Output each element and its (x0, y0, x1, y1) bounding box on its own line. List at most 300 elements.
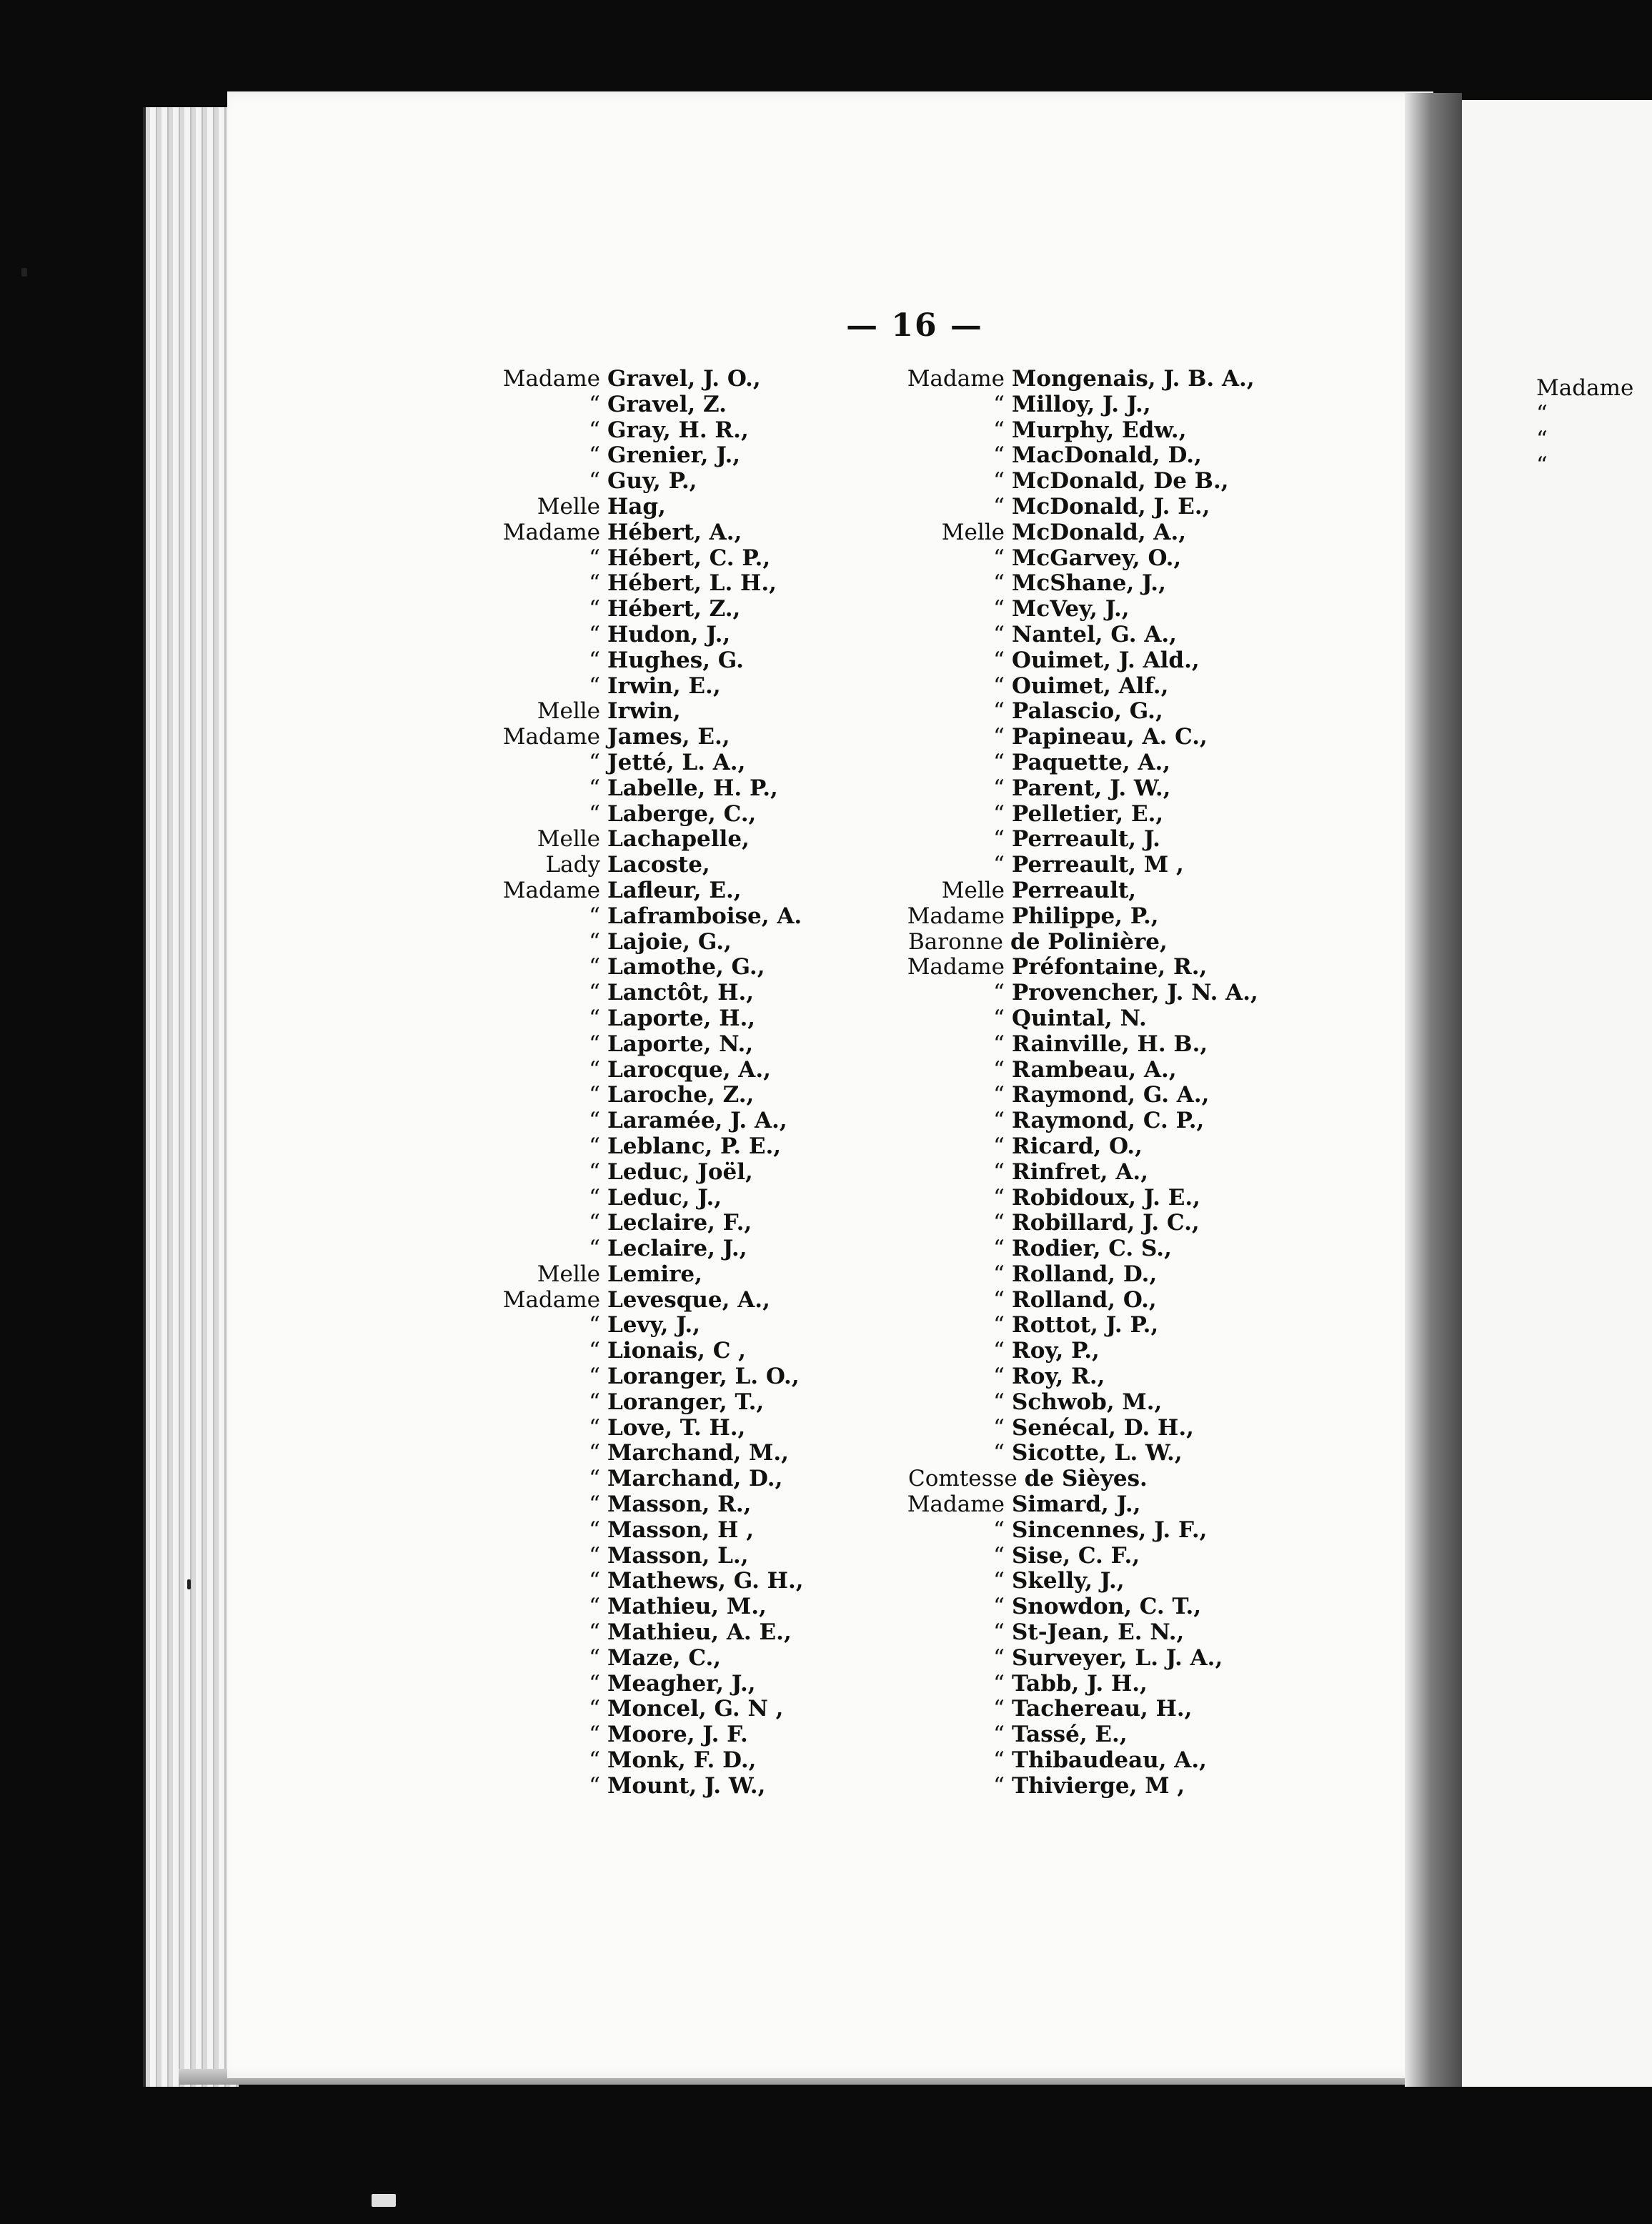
name-entry (833, 904, 1348, 930)
name-entry (833, 725, 1348, 750)
entry-title: “ (993, 1005, 1005, 1031)
name-entry (429, 648, 857, 674)
name-entry (833, 418, 1348, 444)
name-entry (429, 981, 857, 1006)
entry-title: “ (589, 1338, 600, 1364)
entry-title: “ (589, 1210, 600, 1236)
entry-name: Roy, R., (1012, 1364, 1105, 1390)
name-entry (833, 1416, 1348, 1441)
name-entry (833, 1697, 1348, 1722)
entry-name: Thibaudeau, A., (1012, 1747, 1207, 1774)
name-entry (429, 1236, 857, 1262)
entry-title: Melle (537, 1261, 600, 1287)
name-entry (429, 1364, 857, 1390)
entry-title: “ (993, 621, 1005, 647)
name-entry (833, 674, 1348, 700)
entry-title: “ (589, 1644, 600, 1671)
name-entry (429, 1646, 857, 1672)
entry-name: Laframboise, A. (607, 903, 802, 929)
entry-name: Lamothe, G., (607, 954, 765, 981)
entry-name: Leduc, J., (607, 1184, 722, 1211)
entry-title: Madame (907, 366, 1005, 392)
name-entry (429, 750, 857, 776)
entry-name: Mathews, G. H., (607, 1568, 804, 1594)
entry-title: “ (993, 1594, 1005, 1620)
entry-title: “ (993, 1364, 1005, 1390)
entry-title: Madame (907, 954, 1005, 981)
entry-title: “ (589, 1747, 600, 1774)
name-entry (833, 802, 1348, 828)
name-entry (429, 546, 857, 572)
entry-title: “ (993, 1722, 1005, 1748)
entry-name: Mount, J. W., (607, 1772, 766, 1799)
name-entry (429, 1774, 857, 1799)
entry-name: Gray, H. R., (607, 417, 749, 443)
entry-name: Thivierge, M , (1012, 1772, 1185, 1799)
entry-name: Jetté, L. A., (607, 749, 746, 775)
entry-name: Irwin, (607, 698, 681, 725)
entry-title: “ (993, 1031, 1005, 1057)
entry-title: “ (589, 954, 600, 981)
entry-name: Rolland, D., (1012, 1261, 1158, 1287)
name-entry (429, 597, 857, 622)
name-entry (429, 1032, 857, 1058)
entry-name: Roy, P., (1012, 1338, 1100, 1364)
entry-name: Marchand, D., (607, 1466, 783, 1492)
facing-page-text: Madame (1536, 375, 1634, 401)
entry-name: Lemire, (607, 1261, 702, 1287)
name-entry (833, 495, 1348, 520)
scan-speck (187, 1579, 191, 1589)
entry-title: “ (589, 800, 600, 827)
name-entry (429, 367, 857, 392)
entry-title: “ (993, 1286, 1005, 1313)
name-entry (833, 546, 1348, 572)
name-entry (429, 1466, 857, 1492)
entry-name: Mongenais, J. B. A., (1012, 366, 1255, 392)
name-entry (833, 955, 1348, 981)
entry-name: Murphy, Edw., (1012, 417, 1187, 443)
entry-title: “ (589, 775, 600, 801)
name-entry (833, 930, 1348, 955)
name-entry (833, 1032, 1348, 1058)
name-entry (429, 1672, 857, 1697)
entry-title: “ (589, 1364, 600, 1390)
entry-title: “ (589, 1389, 600, 1415)
name-entry (429, 1569, 857, 1594)
entry-name: Lafleur, E., (607, 877, 742, 903)
entry-title: “ (993, 493, 1005, 520)
entry-name: Lacoste, (607, 852, 710, 878)
entry-name: Ricard, O., (1012, 1133, 1143, 1159)
entry-name: Lajoie, G., (607, 928, 732, 955)
name-entry (833, 776, 1348, 802)
entry-title: “ (993, 468, 1005, 495)
entry-title: “ (993, 1670, 1005, 1697)
name-entry (429, 725, 857, 750)
entry-name: Monk, F. D., (607, 1747, 757, 1774)
entry-name: Leblanc, P. E., (607, 1133, 782, 1159)
name-entry (833, 1748, 1348, 1774)
entry-title: “ (993, 1210, 1005, 1236)
entry-title: “ (993, 775, 1005, 801)
name-entry (429, 1416, 857, 1441)
entry-title: “ (993, 545, 1005, 571)
entry-name: Irwin, E., (607, 672, 721, 699)
name-entry (833, 392, 1348, 418)
entry-title: “ (993, 800, 1005, 827)
entry-name: McDonald, J. E., (1012, 493, 1210, 520)
name-entry (833, 699, 1348, 725)
entry-title: “ (589, 1082, 600, 1108)
entry-name: Raymond, C. P., (1012, 1108, 1205, 1134)
entry-name: Pelletier, E., (1012, 800, 1164, 827)
entry-name: Rinfret, A., (1012, 1158, 1149, 1185)
name-entry (833, 469, 1348, 495)
entry-title: “ (589, 1031, 600, 1057)
name-entry (429, 955, 857, 981)
name-entry (429, 495, 857, 520)
entry-title: Melle (941, 877, 1005, 903)
entry-title: “ (993, 1542, 1005, 1569)
name-entry (429, 878, 857, 904)
name-entry (429, 853, 857, 878)
name-entry (429, 802, 857, 828)
name-entry (833, 1186, 1348, 1211)
entry-name: Masson, H , (607, 1516, 754, 1543)
entry-name: Hughes, G. (607, 647, 744, 673)
entry-title: “ (589, 1440, 600, 1466)
entry-name: Masson, L., (607, 1542, 749, 1569)
entry-name: Masson, R., (607, 1491, 752, 1518)
entry-name: Gravel, J. O., (607, 366, 761, 392)
entry-title: “ (993, 442, 1005, 469)
entry-name: Lanctôt, H., (607, 980, 755, 1006)
name-entry (429, 699, 857, 725)
name-entry (833, 1466, 1348, 1492)
entry-title: “ (993, 698, 1005, 725)
entry-name: Moore, J. F. (607, 1722, 748, 1748)
entry-title: “ (993, 570, 1005, 597)
entry-title: “ (589, 1414, 600, 1441)
entry-name: Hébert, C. P., (607, 545, 771, 571)
entry-title: Melle (941, 519, 1005, 545)
name-entry (833, 1544, 1348, 1569)
entry-name: Tassé, E., (1012, 1722, 1128, 1748)
name-entry (833, 1390, 1348, 1416)
entry-title: “ (589, 1594, 600, 1620)
name-entry (833, 1774, 1348, 1799)
entry-name: Gravel, Z. (607, 391, 727, 417)
name-entry (429, 1492, 857, 1518)
entry-title: “ (993, 1312, 1005, 1339)
name-entry (833, 1339, 1348, 1364)
name-entry (833, 597, 1348, 622)
entry-title: “ (589, 647, 600, 673)
entry-title: “ (589, 1158, 600, 1185)
name-entry (429, 571, 857, 597)
entry-name: Simard, J., (1012, 1491, 1141, 1518)
entry-title: “ (589, 903, 600, 929)
entry-name: Guy, P., (607, 468, 697, 495)
entry-name: Milloy, J. J., (1012, 391, 1151, 417)
entry-name: Lachapelle, (607, 826, 750, 853)
entry-title: Melle (537, 826, 600, 853)
facing-page-text: “ (1536, 452, 1548, 478)
entry-name: Hag, (607, 493, 666, 520)
entry-title: Madame (502, 1286, 600, 1313)
entry-title: “ (589, 442, 600, 469)
name-entry (429, 1518, 857, 1544)
entry-name: McShane, J., (1012, 570, 1166, 597)
name-entry (429, 776, 857, 802)
entry-name: Loranger, T., (607, 1389, 765, 1415)
entry-title: “ (589, 1184, 600, 1211)
entry-name: Surveyer, L. J. A., (1012, 1644, 1223, 1671)
scan-speck (372, 2194, 396, 2207)
entry-title: Melle (537, 698, 600, 725)
entry-name: Leclaire, J., (607, 1236, 747, 1262)
entry-name: Snowdon, C. T., (1012, 1594, 1202, 1620)
name-entry (833, 853, 1348, 878)
name-entry (429, 1083, 857, 1108)
entry-title: “ (993, 826, 1005, 853)
entry-name: Rainville, H. B., (1012, 1031, 1208, 1057)
scan-speck (21, 268, 27, 277)
entry-title: “ (589, 1491, 600, 1518)
entry-name: Love, T. H., (607, 1414, 746, 1441)
entry-title: “ (589, 1516, 600, 1543)
entry-title: “ (589, 468, 600, 495)
entry-name: Laramée, J. A., (607, 1108, 787, 1134)
name-entry (833, 1313, 1348, 1339)
entry-title: “ (993, 596, 1005, 622)
entry-name: Ouimet, J. Ald., (1012, 647, 1200, 673)
entry-title: “ (589, 1133, 600, 1159)
name-entry (833, 981, 1348, 1006)
name-entry (833, 1646, 1348, 1672)
name-entry (429, 1594, 857, 1620)
entry-title: Lady (545, 852, 600, 878)
entry-name: Schwob, M., (1012, 1389, 1163, 1415)
entry-name: Ouimet, Alf., (1012, 672, 1169, 699)
entry-name: Tachereau, H., (1012, 1696, 1193, 1722)
name-entry (429, 469, 857, 495)
entry-title: “ (993, 980, 1005, 1006)
name-entry (833, 1236, 1348, 1262)
name-entry (833, 1672, 1348, 1697)
entry-title: Baronne (908, 928, 1004, 955)
entry-name: Robillard, J. C., (1012, 1210, 1200, 1236)
name-entry (833, 1364, 1348, 1390)
name-entry (429, 1186, 857, 1211)
entry-name: Levy, J., (607, 1312, 701, 1339)
entry-title: “ (589, 1312, 600, 1339)
entry-title: “ (589, 570, 600, 597)
entry-name: Robidoux, J. E., (1012, 1184, 1200, 1211)
name-entry (429, 930, 857, 955)
entry-name: Provencher, J. N. A., (1012, 980, 1258, 1006)
entry-name: Levesque, A., (607, 1286, 770, 1313)
name-entry (833, 878, 1348, 904)
name-entry (833, 1108, 1348, 1134)
entry-title: “ (993, 1338, 1005, 1364)
entry-title: “ (589, 596, 600, 622)
facing-page-text: “ (1536, 401, 1548, 427)
entry-name: Rottot, J. P., (1012, 1312, 1159, 1339)
entry-title: “ (993, 417, 1005, 443)
right-name-column (833, 367, 1348, 1799)
facing-page-text: “ (1536, 427, 1548, 452)
name-entry (429, 1211, 857, 1236)
entry-name: Laroche, Z., (607, 1082, 755, 1108)
name-entry (833, 750, 1348, 776)
name-entry (429, 1722, 857, 1748)
entry-title: “ (589, 1568, 600, 1594)
name-entry (833, 1620, 1348, 1646)
entry-title: “ (993, 1414, 1005, 1441)
entry-name: Raymond, G. A., (1012, 1082, 1210, 1108)
entry-name: Nantel, G. A., (1012, 621, 1177, 647)
entry-title: Madame (907, 1491, 1005, 1518)
name-entry (833, 1134, 1348, 1160)
entry-title: “ (993, 1747, 1005, 1774)
entry-title: “ (993, 852, 1005, 878)
entry-name: Marchand, M., (607, 1440, 789, 1466)
entry-name: James, E., (607, 724, 730, 750)
name-entry (833, 622, 1348, 648)
entry-title: “ (589, 980, 600, 1006)
entry-title: Madame (907, 903, 1005, 929)
name-entry (833, 443, 1348, 469)
entry-name: Leduc, Joël, (607, 1158, 753, 1185)
entry-title: Comtesse (908, 1466, 1017, 1492)
entry-title: “ (993, 1440, 1005, 1466)
entry-title: Madame (502, 724, 600, 750)
entry-title: “ (993, 1158, 1005, 1185)
entry-title: “ (589, 1619, 600, 1646)
name-entry (429, 1390, 857, 1416)
name-entry (429, 1288, 857, 1314)
entry-name: Meagher, J., (607, 1670, 756, 1697)
entry-name: MacDonald, D., (1012, 442, 1202, 469)
name-entry (429, 674, 857, 700)
name-entry (833, 367, 1348, 392)
entry-title: “ (993, 1516, 1005, 1543)
name-entry (833, 1492, 1348, 1518)
entry-name: Palascio, G., (1012, 698, 1163, 725)
entry-name: Paquette, A., (1012, 749, 1171, 775)
entry-title: “ (589, 621, 600, 647)
entry-name: Larocque, A., (607, 1056, 771, 1083)
entry-title: “ (993, 1133, 1005, 1159)
name-entry (429, 622, 857, 648)
page-edge-stack (143, 107, 239, 2087)
name-entry (833, 1518, 1348, 1544)
name-entry (833, 1083, 1348, 1108)
entry-title: “ (993, 1082, 1005, 1108)
entry-title: “ (589, 1670, 600, 1697)
entry-name: Rambeau, A., (1012, 1056, 1177, 1083)
entry-name: Moncel, G. N , (607, 1696, 784, 1722)
name-entry (429, 904, 857, 930)
entry-title: “ (589, 672, 600, 699)
entry-name: Quintal, N. (1012, 1005, 1147, 1031)
entry-name: Perreault, J. (1012, 826, 1160, 853)
name-entry (833, 1594, 1348, 1620)
name-entry (429, 1134, 857, 1160)
name-entry (429, 1748, 857, 1774)
entry-title: Madame (502, 366, 600, 392)
entry-name: McDonald, De B., (1012, 468, 1229, 495)
entry-title: “ (993, 1056, 1005, 1083)
entry-name: McVey, J., (1012, 596, 1130, 622)
entry-name: Maze, C., (607, 1644, 722, 1671)
entry-title: Madame (502, 877, 600, 903)
name-entry (429, 1160, 857, 1186)
entry-name: Laberge, C., (607, 800, 757, 827)
entry-title: “ (589, 1005, 600, 1031)
name-entry (429, 1006, 857, 1032)
left-name-column (429, 367, 857, 1799)
entry-name: Skelly, J., (1012, 1568, 1125, 1594)
entry-title: “ (993, 672, 1005, 699)
entry-name: Mathieu, A. E., (607, 1619, 792, 1646)
entry-title: “ (993, 1261, 1005, 1287)
name-entry (429, 1544, 857, 1569)
entry-title: “ (589, 391, 600, 417)
entry-name: Mathieu, M., (607, 1594, 767, 1620)
entry-name: Hébert, A., (607, 519, 742, 545)
entry-name: Labelle, H. P., (607, 775, 778, 801)
name-entry (429, 827, 857, 853)
entry-name: Hébert, L. H., (607, 570, 777, 597)
name-entry (833, 1160, 1348, 1186)
entry-title: “ (589, 1772, 600, 1799)
name-entry (833, 1058, 1348, 1083)
name-entry (429, 443, 857, 469)
entry-title: “ (589, 1108, 600, 1134)
entry-name: Sicotte, L. W., (1012, 1440, 1183, 1466)
entry-title: “ (993, 1619, 1005, 1646)
entry-name: Perreault, M , (1012, 852, 1184, 878)
entry-name: McDonald, A., (1012, 519, 1187, 545)
entry-title: “ (589, 928, 600, 955)
entry-title: “ (589, 1542, 600, 1569)
name-entry (833, 1006, 1348, 1032)
entry-name: McGarvey, O., (1012, 545, 1182, 571)
entry-name: Senécal, D. H., (1012, 1414, 1194, 1441)
entry-title: “ (993, 1236, 1005, 1262)
name-entry (833, 827, 1348, 853)
entry-title: “ (993, 647, 1005, 673)
book-gutter (1405, 93, 1462, 2087)
page-number: — 16 — (846, 307, 983, 344)
name-entry (429, 1441, 857, 1466)
name-entry (429, 1058, 857, 1083)
name-entry (429, 1339, 857, 1364)
entry-name: St-Jean, E. N., (1012, 1619, 1185, 1646)
facing-page-fragment (1536, 375, 1633, 478)
entry-name: Laporte, N., (607, 1031, 754, 1057)
entry-title: “ (993, 1696, 1005, 1722)
name-entry (429, 1697, 857, 1722)
entry-title: “ (993, 1568, 1005, 1594)
entry-name: Préfontaine, R., (1012, 954, 1208, 981)
name-entry (833, 1441, 1348, 1466)
entry-title: “ (993, 724, 1005, 750)
entry-title: “ (589, 417, 600, 443)
